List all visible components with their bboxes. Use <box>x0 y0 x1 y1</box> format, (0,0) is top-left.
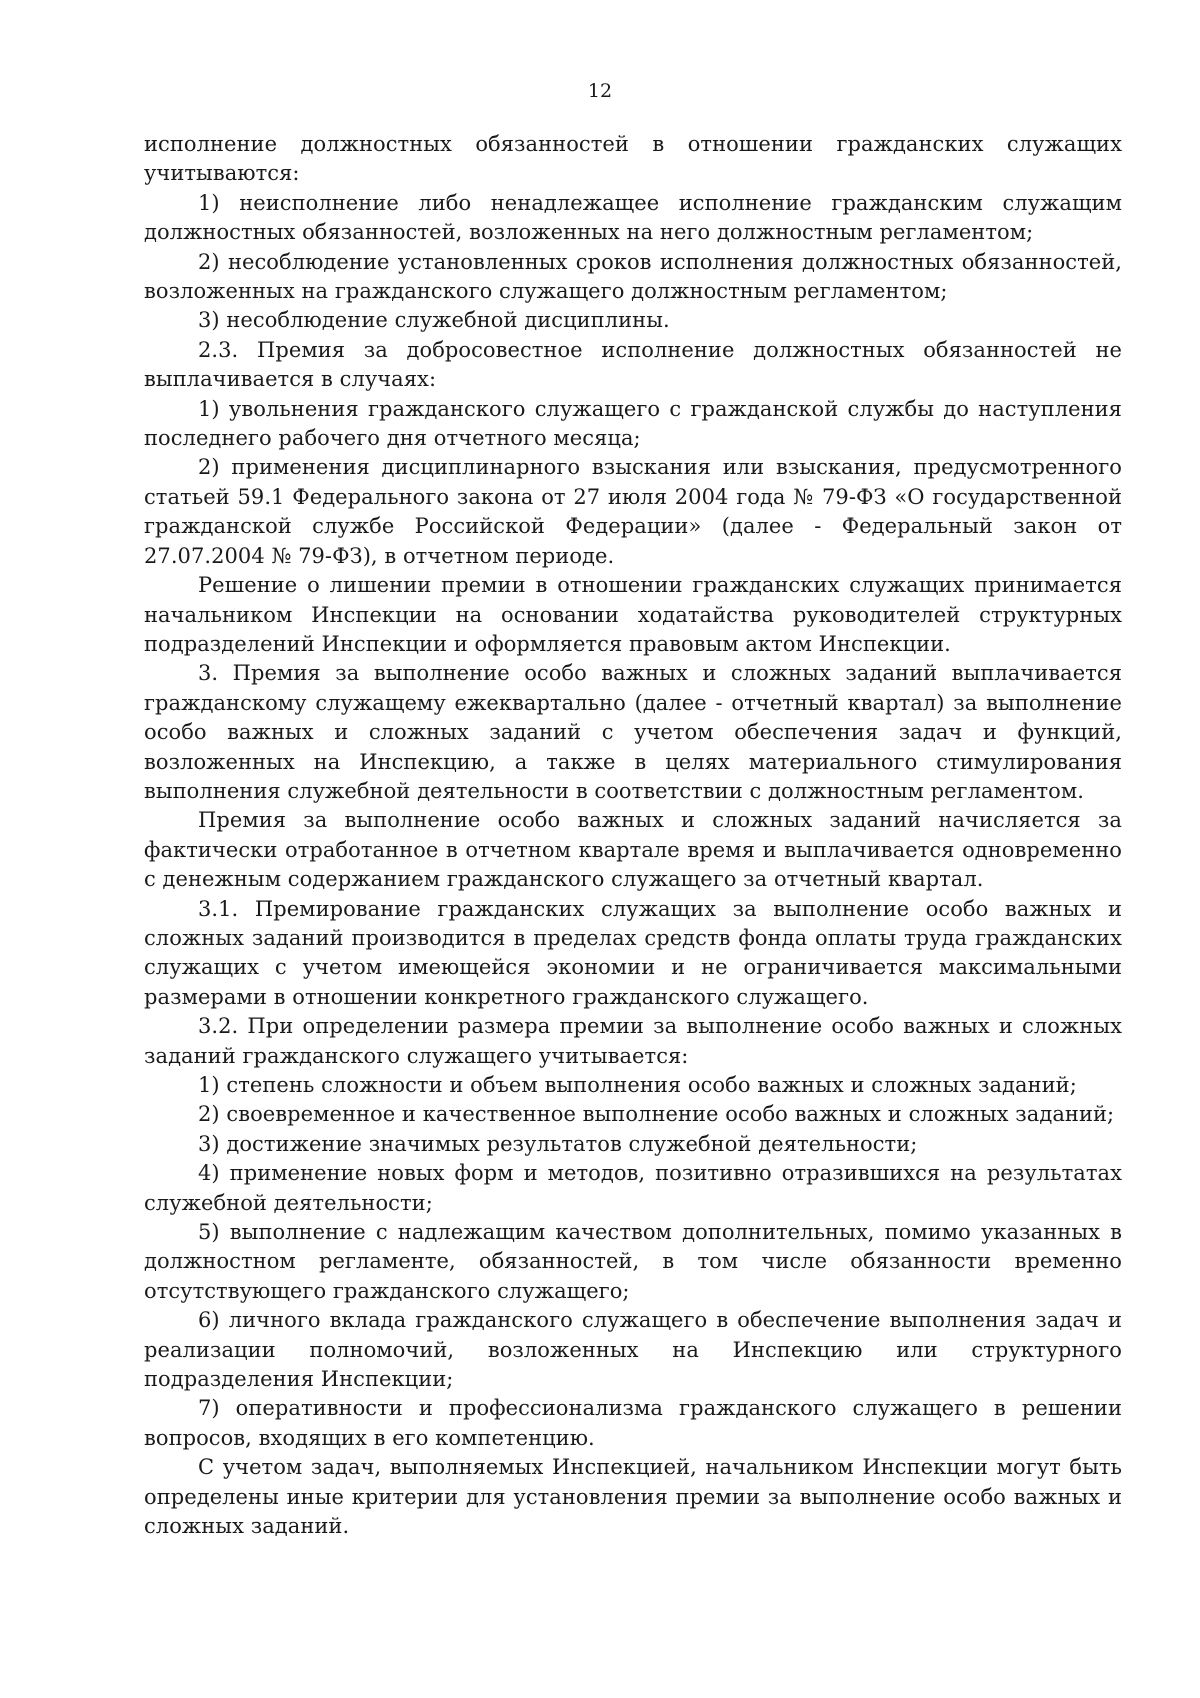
paragraph-decision: Решение о лишении премии в отношении гражданских служащих принимается начальником Инспекции на основании ходатайства руководителей структурных подразделений Инспекции и оформляется правовым актом Инспекции. <box>144 573 1122 656</box>
paragraph-item-2: 2) несоблюдение установленных сроков исполнения должностных обязанностей, возложенных на гражданского служащего должностным регламентом; <box>144 249 1122 304</box>
paragraph-section-3-2: 3.2. При определении размера премии за выполнение особо важных и сложных заданий гражданского служащего учитывается: <box>144 1014 1122 1068</box>
paragraph-section-3-1: 3.1. Премирование гражданских служащих за выполнение особо важных и сложных заданий производится в пределах средств фонда оплаты труда гражданских служащих с учетом имеющейся экономии и не ограничивается максимальными размерами в отношении конкретного гражданского служащего. <box>144 896 1122 1009</box>
paragraph-section-2-3: 2.3. Премия за добросовестное исполнение должностных обязанностей не выплачивается в случаях: <box>144 337 1122 392</box>
paragraph-item-3: 3) достижение значимых результатов служебной деятельности; <box>198 1131 918 1156</box>
paragraph-item-2: 2) применения дисциплинарного взыскания или взыскания, предусмотренного статьей 59.1 Федерального закона от 27 июля 2004 года № 79-ФЗ «О государственной гражданской службе Российской Федерации» (далее - Федеральный закон от 27.07.2004 № 79-ФЗ), в отчетном периоде. <box>144 455 1122 568</box>
paragraph-item-1: 1) неисполнение либо ненадлежащее исполнение гражданским служащим должностных обязанностей, возложенных на него должностным регламентом; <box>144 190 1122 245</box>
paragraph-continuation: исполнение должностных обязанностей в отношении гражданских служащих учитываются: <box>144 132 1122 186</box>
paragraph-section-3: 3. Премия за выполнение особо важных и сложных заданий выплачивается гражданскому служащему ежеквартально (далее - отчетный квартал) за выполнение особо важных и сложных заданий с учетом обеспечения задач и функций, возложенных на Инспекцию, а также в целях материального стимулирования выполнения служебной деятельности в соответствии с должностным регламентом. <box>144 661 1122 803</box>
paragraph-item-5: 5) выполнение с надлежащим качеством дополнительных, помимо указанных в должностном регламенте, обязанностей, в том числе обязанности временно отсутствующего гражданского служащего; <box>144 1220 1122 1303</box>
paragraph-item-4: 4) применение новых форм и методов, позитивно отразившихся на результатах служебной деятельности; <box>144 1161 1122 1215</box>
paragraph-item-1: 1) степень сложности и объем выполнения особо важных и сложных заданий; <box>198 1073 1077 1097</box>
paragraph-item-6: 6) личного вклада гражданского служащего в обеспечение выполнения задач и реализации полномочий, возложенных на Инспекцию или структурного подразделения Инспекции; <box>144 1308 1122 1392</box>
paragraph-final: С учетом задач, выполняемых Инспекцией, начальником Инспекции могут быть определены иные критерии для установления премии за выполнение особо важных и сложных заданий. <box>144 1455 1122 1539</box>
page-number: 12 <box>587 80 613 102</box>
paragraph-item-2: 2) своевременное и качественное выполнение особо важных и сложных заданий; <box>198 1102 1115 1127</box>
paragraph-item-3: 3) несоблюдение служебной дисциплины. <box>198 308 670 333</box>
paragraph-accrual: Премия за выполнение особо важных и сложных заданий начисляется за фактически отработанное в отчетном квартале время и выплачивается одновременно с денежным содержанием гражданского служащего за отчетный квартал. <box>144 808 1122 892</box>
paragraph-item-7: 7) оперативности и профессионализма гражданского служащего в решении вопросов, входящих в его компетенцию. <box>144 1396 1122 1450</box>
document-body <box>144 130 1122 1542</box>
paragraph-item-1: 1) увольнения гражданского служащего с гражданской службы до наступления последнего рабочего дня отчетного месяца; <box>144 396 1122 451</box>
